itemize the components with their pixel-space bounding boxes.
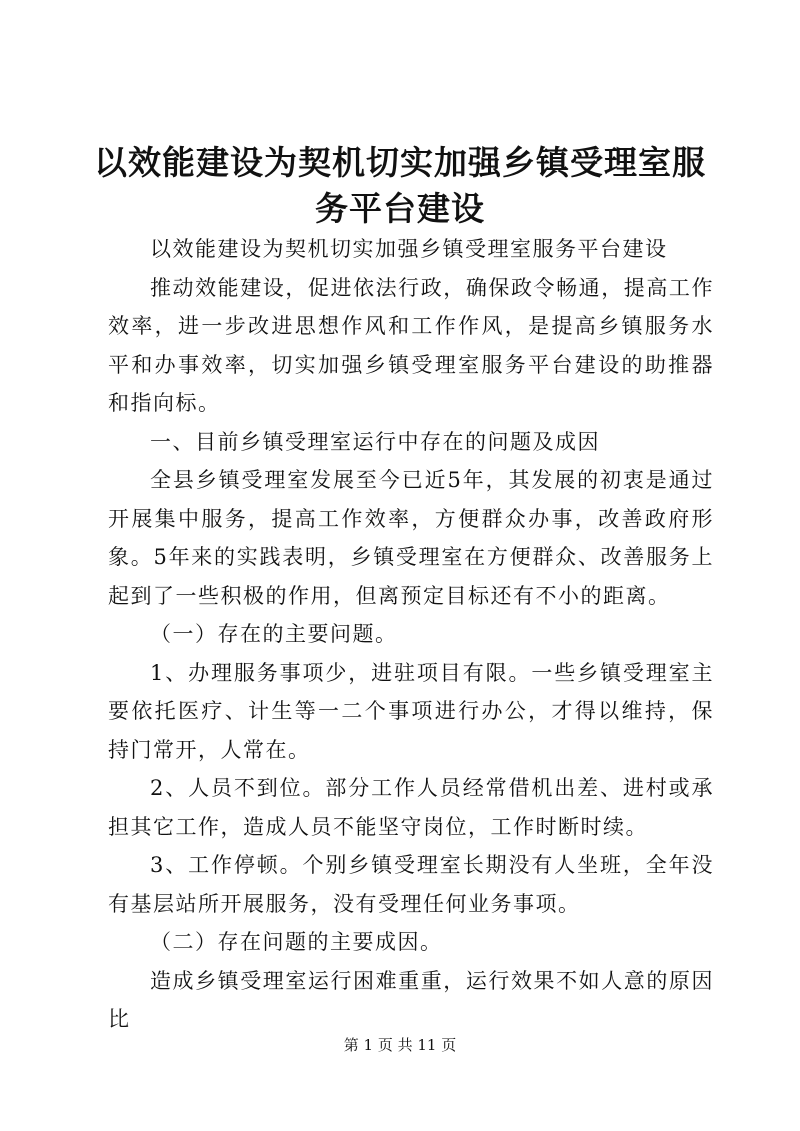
paragraph: 3、工作停顿。个别乡镇受理室长期没有人坐班，全年没有基层站所开展服务，没有受理任何业务事项。 — [108, 853, 714, 916]
paragraph: 造成乡镇受理室运行困难重重，运行效果不如人意的原因比 — [108, 968, 714, 1031]
page-footer: 第 1 页 共 11 页 — [343, 1036, 457, 1054]
subsection-heading: （一）存在的主要问题。 — [150, 622, 398, 646]
paragraph: 全县乡镇受理室发展至今已近5年，其发展的初衷是通过开展集中服务，提高工作效率，方便群众办事，改善政府形象。5年来的实践表明，乡镇受理室在方便群众、改善服务上起到了一些积极的作用，但离预定目标还有不小的距离。 — [108, 468, 714, 608]
paragraph: 以效能建设为契机切实加强乡镇受理室服务平台建设 — [150, 237, 668, 261]
paragraph: 2、人员不到位。部分工作人员经常借机出差、进村或承担其它工作，造成人员不能坚守岗位，工作时断时续。 — [108, 776, 714, 839]
subsection-heading: （二）存在问题的主要成因。 — [150, 930, 443, 954]
section-heading: 一、目前乡镇受理室运行中存在的问题及成因 — [150, 429, 600, 454]
paragraph: 推动效能建设，促进依法行政，确保政令畅通，提高工作效率，进一步改进思想作风和工作作风，是提高乡镇服务水平和办事效率，切实加强乡镇受理室服务平台建设的助推器和指向标。 — [108, 275, 714, 415]
paragraph: 1、办理服务事项少，进驻项目有限。一些乡镇受理室主要依托医疗、计生等一二个事项进行办公，才得以维持，保持门常开，人常在。 — [108, 660, 714, 762]
document-title: 以效能建设为契机切实加强乡镇受理室服务平台建设 — [94, 143, 706, 228]
document-body — [108, 230, 714, 1039]
